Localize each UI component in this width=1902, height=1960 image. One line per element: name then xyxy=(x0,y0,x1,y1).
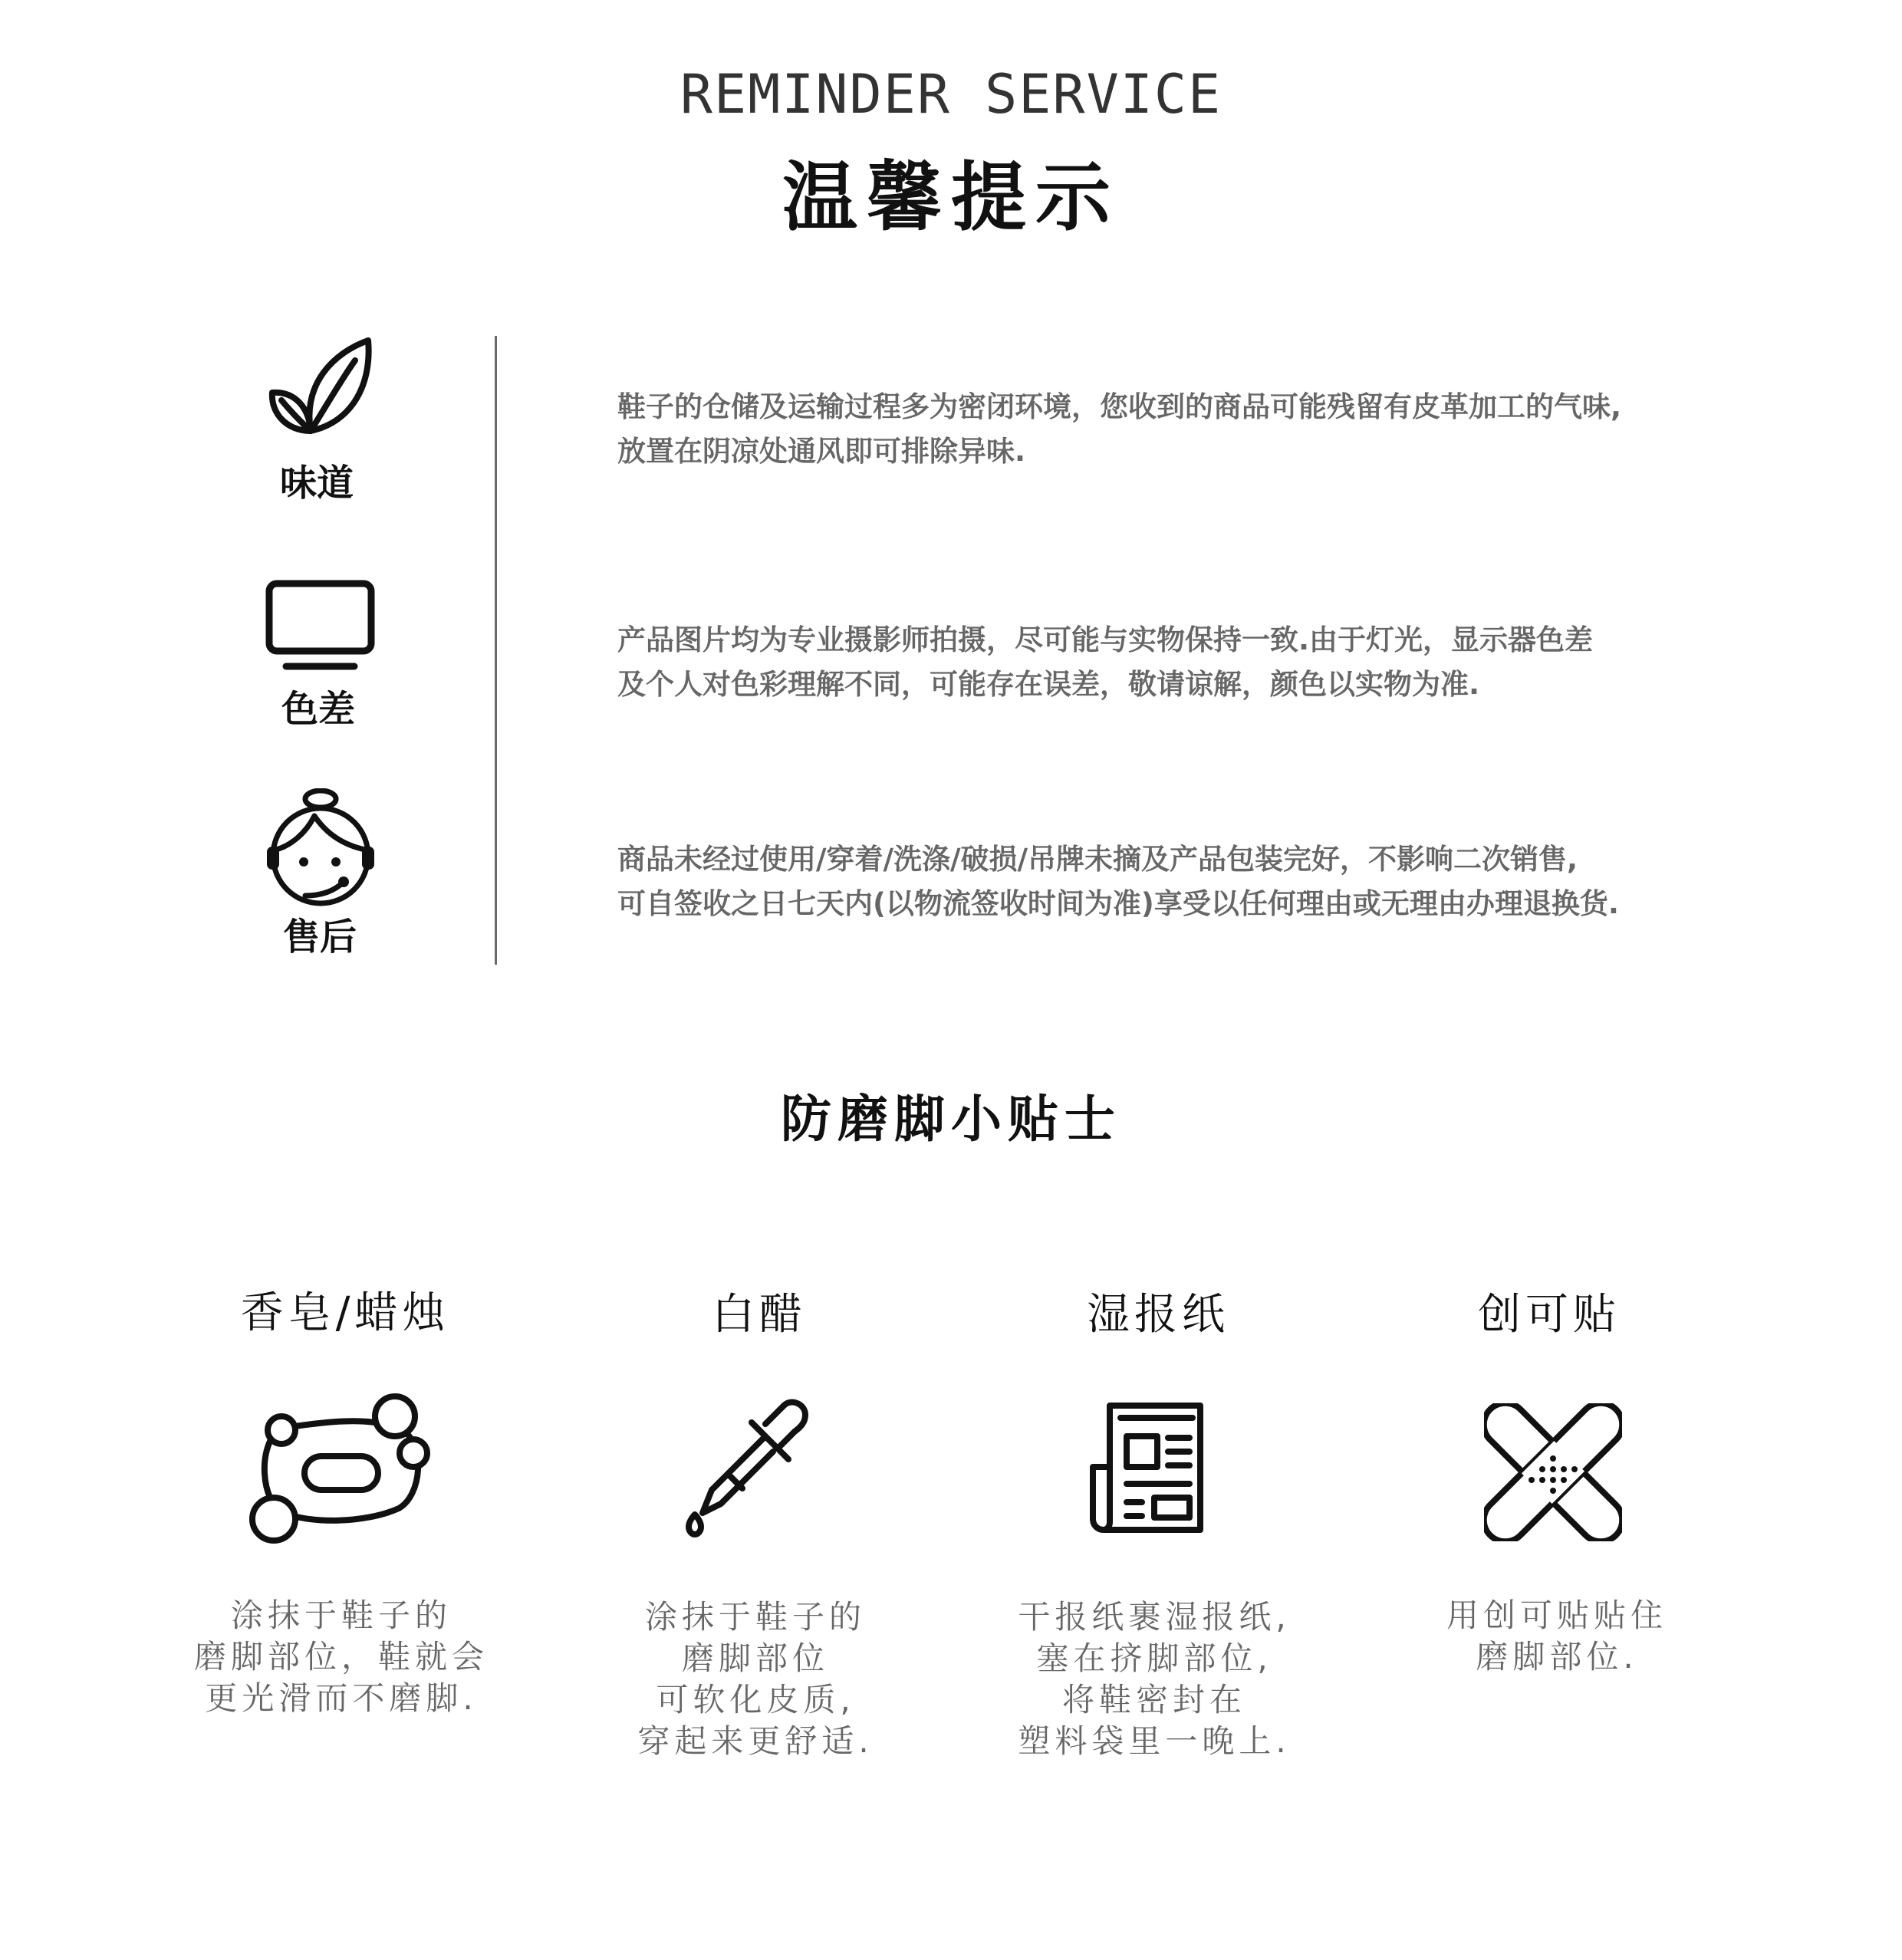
tip-title-vinegar: 白醋 xyxy=(712,1290,807,1340)
english-title: REMINDER SERVICE xyxy=(680,63,1222,126)
reminder-line: 及个人对色彩理解不同，可能存在误差，敬请谅解，颜色以实物为准. xyxy=(617,668,1480,701)
tip-line: 磨脚部位. xyxy=(1476,1638,1638,1676)
tip-title-newspaper: 湿报纸 xyxy=(1087,1290,1229,1340)
reminder-line: 放置在阴凉处通风即可排除异味. xyxy=(617,435,1026,468)
reminder-line: 鞋子的仓储及运输过程多为密闭环境，您收到的商品可能残留有皮革加工的气味, xyxy=(617,390,1622,423)
tip-line: 穿起来更舒适. xyxy=(637,1722,874,1760)
tip-desc-bandage xyxy=(1365,1595,1749,1678)
leaf-icon xyxy=(265,337,380,437)
tip-desc-vinegar xyxy=(564,1597,947,1762)
reminder-label-smell: 味道 xyxy=(279,462,354,505)
tip-line: 涂抹于鞋子的 xyxy=(230,1597,452,1634)
newspaper-icon xyxy=(1078,1399,1212,1537)
soap-icon xyxy=(249,1392,433,1545)
tip-line: 磨脚部位 xyxy=(681,1639,829,1677)
tips-section-title: 防磨脚小贴士 xyxy=(781,1090,1121,1149)
reminder-text-smell xyxy=(617,385,1729,474)
reminder-label-color: 色差 xyxy=(281,688,355,731)
tip-line: 塞在挤脚部位, xyxy=(1036,1639,1272,1677)
tip-line: 将鞋密封在 xyxy=(1061,1681,1246,1718)
reminder-line: 产品图片均为专业摄影师拍摄，尽可能与实物保持一致.由于灯光，显示器色差 xyxy=(617,623,1594,656)
tip-desc-newspaper xyxy=(963,1597,1346,1762)
reminder-line: 商品未经过使用/穿着/洗涤/破损/吊牌未摘及产品包装完好，不影响二次销售, xyxy=(617,843,1578,876)
tip-line: 涂抹于鞋子的 xyxy=(644,1598,866,1636)
vertical-divider xyxy=(495,336,497,965)
tip-line: 塑料袋里一晚上. xyxy=(1018,1722,1291,1760)
tip-desc-soap xyxy=(150,1595,533,1719)
customer-service-icon xyxy=(267,788,374,907)
reminder-text-after-sales xyxy=(617,837,1729,926)
page-title: 温馨提示 xyxy=(782,154,1120,242)
dropper-icon xyxy=(675,1392,817,1545)
reminder-label-after-sales: 售后 xyxy=(282,916,357,959)
tip-line: 干报纸裹湿报纸, xyxy=(1018,1598,1291,1636)
tip-title-soap: 香皂/蜡烛 xyxy=(240,1288,450,1338)
tip-line: 用创可贴贴住 xyxy=(1446,1597,1667,1634)
tip-line: 磨脚部位，鞋就会 xyxy=(193,1638,489,1676)
bandage-icon xyxy=(1484,1403,1622,1541)
tip-line: 可软化皮质, xyxy=(656,1681,855,1718)
reminder-text-color xyxy=(617,618,1729,707)
monitor-icon xyxy=(265,579,376,671)
reminder-line: 可自签收之日七天内(以物流签收时间为准)享受以任何理由或无理由办理退换货. xyxy=(617,887,1619,920)
tip-line: 更光滑而不磨脚. xyxy=(205,1679,478,1717)
tip-title-bandage: 创可贴 xyxy=(1478,1290,1621,1340)
